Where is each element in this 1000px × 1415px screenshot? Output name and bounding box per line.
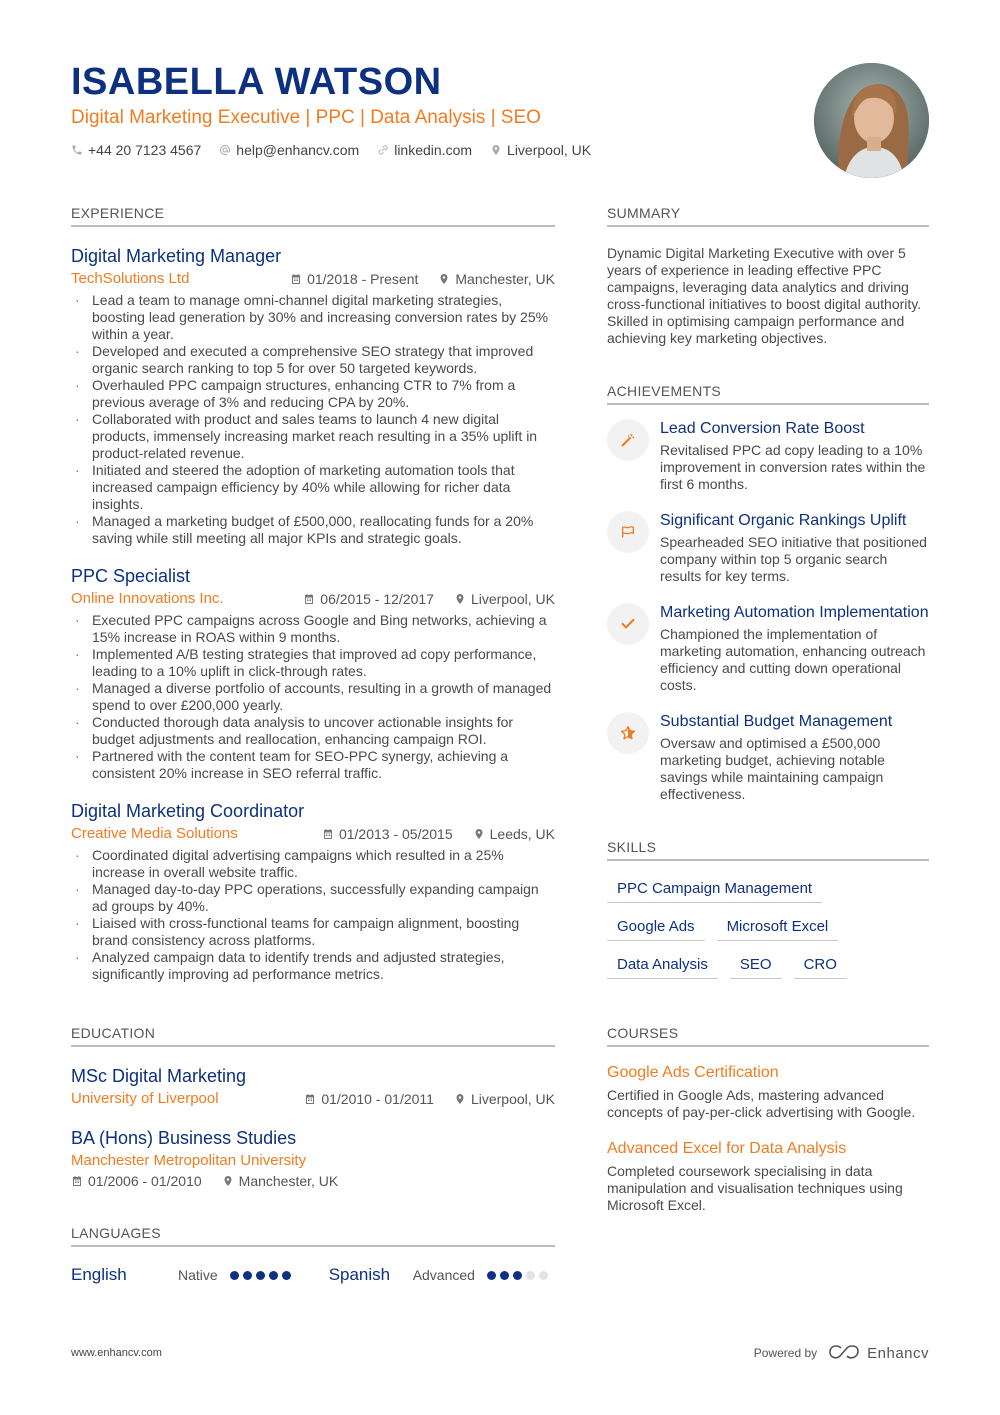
degree-title: MSc Digital Marketing	[71, 1066, 247, 1086]
calendar-icon	[304, 1093, 316, 1105]
brand-logo[interactable]: Enhancv	[827, 1344, 929, 1362]
achievement-item	[607, 419, 929, 493]
location-pin-icon	[438, 273, 450, 285]
calendar-icon	[71, 1175, 83, 1187]
course-item	[607, 1063, 929, 1121]
experience-item	[71, 245, 555, 547]
footer-website-link[interactable]: www.enhancv.com	[71, 1347, 162, 1359]
bullet-item: · Conducted thorough data analysis to uncover actionable insights for budget adjustments and reallocation, enhancing campaign ROI.	[71, 714, 555, 748]
company-name: Creative Media Solutions	[71, 825, 238, 842]
skills-list	[607, 875, 929, 979]
contact-row	[71, 142, 791, 158]
star-icon	[620, 725, 636, 741]
degree-title: BA (Hons) Business Studies	[71, 1128, 297, 1148]
education-location: Manchester, UK	[222, 1173, 339, 1189]
enhancv-logo-icon	[827, 1344, 861, 1362]
school-name: University of Liverpool	[71, 1090, 219, 1107]
job-dates: 06/2015 - 12/2017	[303, 589, 434, 609]
location-pin-icon	[222, 1175, 234, 1187]
checkmark-icon	[620, 616, 636, 632]
experience-item	[71, 565, 555, 782]
rating-dot-filled	[230, 1271, 239, 1280]
contact-link[interactable]: linkedin.com	[377, 142, 472, 158]
education-dates: 01/2010 - 01/2011	[304, 1089, 434, 1109]
experience-item	[71, 800, 555, 983]
magic-wand-icon	[620, 432, 636, 448]
language-level: Advanced	[412, 1267, 475, 1283]
education-meta	[71, 1151, 555, 1171]
achievement-title: Significant Organic Rankings Uplift	[660, 512, 907, 529]
bullet-item: · Coordinated digital advertising campaigns which resulted in a 25% increase in overall website traffic.	[71, 847, 555, 881]
course-desc: Completed coursework specialising in data manipulation and visualisation techniques using Microsoft Excel.	[607, 1163, 903, 1213]
rating-dot-filled	[269, 1271, 278, 1280]
course-title: Google Ads Certification	[607, 1064, 779, 1081]
company-name: Online Innovations Inc.	[71, 590, 224, 607]
language-level: Native	[178, 1267, 218, 1283]
bullet-item: · Managed day-to-day PPC operations, successfully expanding campaign ad groups by 40%.	[71, 881, 555, 915]
language-rating	[230, 1271, 291, 1280]
skill-tag: Data Analysis	[607, 951, 718, 979]
job-title: PPC Specialist	[71, 566, 191, 586]
skill-tag: CRO	[794, 951, 847, 979]
bullet-item: · Developed and executed a comprehensive SEO strategy that improved organic search ranking to top 5 for over 50 targeted keywords.	[71, 343, 555, 377]
course-desc: Certified in Google Ads, mastering advanced concepts of pay-per-click advertising with Google.	[607, 1087, 916, 1120]
job-title: Digital Marketing Manager	[71, 246, 282, 266]
rating-dot-empty	[539, 1271, 548, 1280]
achievement-desc: Spearheaded SEO initiative that positioned company within top 5 organic search results for key terms.	[660, 534, 927, 584]
calendar-icon	[303, 593, 315, 605]
achievements-section-title: ACHIEVEMENTS	[607, 383, 929, 405]
job-meta	[71, 589, 555, 609]
education-dates: 01/2006 - 01/2010	[71, 1173, 202, 1189]
left-column	[71, 205, 555, 1285]
achievement-item	[607, 603, 929, 694]
contact-location: Liverpool, UK	[490, 142, 591, 158]
portrait-image	[814, 63, 929, 178]
bullet-item: · Liaised with cross-functional teams for campaign alignment, boosting brand consistency across platforms.	[71, 915, 555, 949]
language-rating	[487, 1271, 548, 1280]
powered-by	[754, 1344, 929, 1362]
location-pin-icon	[454, 593, 466, 605]
location-pin-icon	[454, 1093, 466, 1105]
job-bullets	[71, 612, 555, 782]
contact-email[interactable]: help@enhancv.com	[219, 142, 359, 158]
rating-dot-filled	[487, 1271, 496, 1280]
bullet-item: · Managed a diverse portfolio of accounts, resulting in a growth of managed spend to over £200,000 yearly.	[71, 680, 555, 714]
location-pin-icon	[473, 828, 485, 840]
education-location: Liverpool, UK	[454, 1089, 555, 1109]
job-title: Digital Marketing Coordinator	[71, 801, 305, 821]
rating-dot-filled	[256, 1271, 265, 1280]
link-icon	[377, 144, 389, 156]
skill-tag: Google Ads	[607, 913, 705, 941]
language-name: English	[71, 1265, 127, 1284]
language-name: Spanish	[328, 1265, 391, 1284]
phone-icon	[71, 144, 83, 156]
experience-section-title: EXPERIENCE	[71, 205, 555, 227]
achievement-item	[607, 511, 929, 585]
job-dates: 01/2013 - 05/2015	[322, 824, 453, 844]
job-meta	[71, 824, 555, 844]
bullet-item: · Analyzed campaign data to identify trends and adjusted strategies, significantly improving ad performance metrics.	[71, 949, 555, 983]
job-dates: 01/2018 - Present	[290, 269, 418, 289]
flag-icon	[620, 524, 636, 540]
languages-section-title: LANGUAGES	[71, 1225, 555, 1247]
rating-dot-filled	[500, 1271, 509, 1280]
education-meta	[71, 1089, 555, 1109]
rating-dot-filled	[513, 1271, 522, 1280]
page-footer	[71, 1344, 929, 1362]
bullet-item: · Collaborated with product and sales teams to launch 4 new digital products, immensely increasing market reach resulting in a 35% uplift in product-related revenue.	[71, 411, 555, 462]
rating-dot-filled	[282, 1271, 291, 1280]
school-name: Manchester Metropolitan University	[71, 1152, 307, 1169]
achievement-desc: Revitalised PPC ad copy leading to a 10% improvement in conversion rates within the first 6 months.	[660, 442, 926, 492]
education-section-title: EDUCATION	[71, 1025, 555, 1047]
course-title: Advanced Excel for Data Analysis	[607, 1140, 847, 1157]
education-meta-row	[71, 1173, 555, 1189]
contact-phone: +44 20 7123 4567	[71, 142, 201, 158]
achievement-title: Lead Conversion Rate Boost	[660, 420, 865, 437]
skill-tag: Microsoft Excel	[717, 913, 839, 941]
bullet-item: · Executed PPC campaigns across Google and Bing networks, achieving a 15% increase in ROAS within 9 months.	[71, 612, 555, 646]
job-location: Liverpool, UK	[454, 589, 555, 609]
course-item	[607, 1139, 929, 1214]
courses-section-title: COURSES	[607, 1025, 929, 1047]
achievement-desc: Oversaw and optimised a £500,000 marketing budget, achieving notable savings while maintaining campaign effectiveness.	[660, 735, 885, 802]
bullet-item: · Implemented A/B testing strategies that improved ad copy performance, leading to a 10% uplift in click-through rates.	[71, 646, 555, 680]
bullet-item: · Overhauled PPC campaign structures, enhancing CTR to 7% from a previous average of 3% and reducing CPA by 20%.	[71, 377, 555, 411]
languages-list	[71, 1265, 555, 1285]
achievement-title: Substantial Budget Management	[660, 713, 893, 730]
profile-photo	[814, 63, 929, 178]
education-item	[71, 1065, 555, 1109]
calendar-icon	[290, 273, 302, 285]
education-item	[71, 1127, 555, 1189]
achievement-desc: Championed the implementation of marketing automation, enhancing outreach efficiency and cutting down operational costs.	[660, 626, 926, 693]
achievement-item	[607, 712, 929, 803]
achievement-title: Marketing Automation Implementation	[660, 604, 929, 621]
powered-by-label: Powered by	[753, 1346, 818, 1360]
job-location: Manchester, UK	[438, 269, 555, 289]
resume-header	[71, 60, 791, 158]
rating-dot-filled	[243, 1271, 252, 1280]
bullet-item: · Managed a marketing budget of £500,000, reallocating funds for a 20% saving while still meeting all major KPIs and strategic goals.	[71, 513, 555, 547]
job-bullets	[71, 292, 555, 547]
job-meta	[71, 269, 555, 289]
location-pin-icon	[490, 144, 502, 156]
bullet-item: · Partnered with the content team for SEO-PPC synergy, achieving a consistent 20% increase in SEO referral traffic.	[71, 748, 555, 782]
job-location: Leeds, UK	[473, 824, 555, 844]
candidate-headline: Digital Marketing Executive | PPC | Data Analysis | SEO	[71, 107, 541, 128]
bullet-item: · Lead a team to manage omni-channel digital marketing strategies, boosting lead generation by 30% and increasing conversion rates by 25% within a year.	[71, 292, 555, 343]
skill-tag: SEO	[730, 951, 782, 979]
at-icon	[219, 144, 231, 156]
calendar-icon	[322, 828, 334, 840]
rating-dot-empty	[526, 1271, 535, 1280]
company-name: TechSolutions Ltd	[71, 270, 190, 287]
bullet-item: · Initiated and steered the adoption of marketing automation tools that increased campaign efficiency by 40% while allowing for richer data insights.	[71, 462, 555, 513]
skills-section-title: SKILLS	[607, 839, 929, 861]
skill-tag: PPC Campaign Management	[607, 875, 822, 903]
summary-section-title: SUMMARY	[607, 205, 929, 227]
right-column	[607, 205, 929, 1214]
summary-text: Dynamic Digital Marketing Executive with over 5 years of experience in leading effective PPC campaigns, leveraging data analytics and driving cross-functional initiatives to boost digital authority. Skilled in optimising campaign performance and achieving key marketing objectives.	[607, 245, 922, 346]
job-bullets	[71, 847, 555, 983]
candidate-name: ISABELLA WATSON	[71, 61, 442, 103]
